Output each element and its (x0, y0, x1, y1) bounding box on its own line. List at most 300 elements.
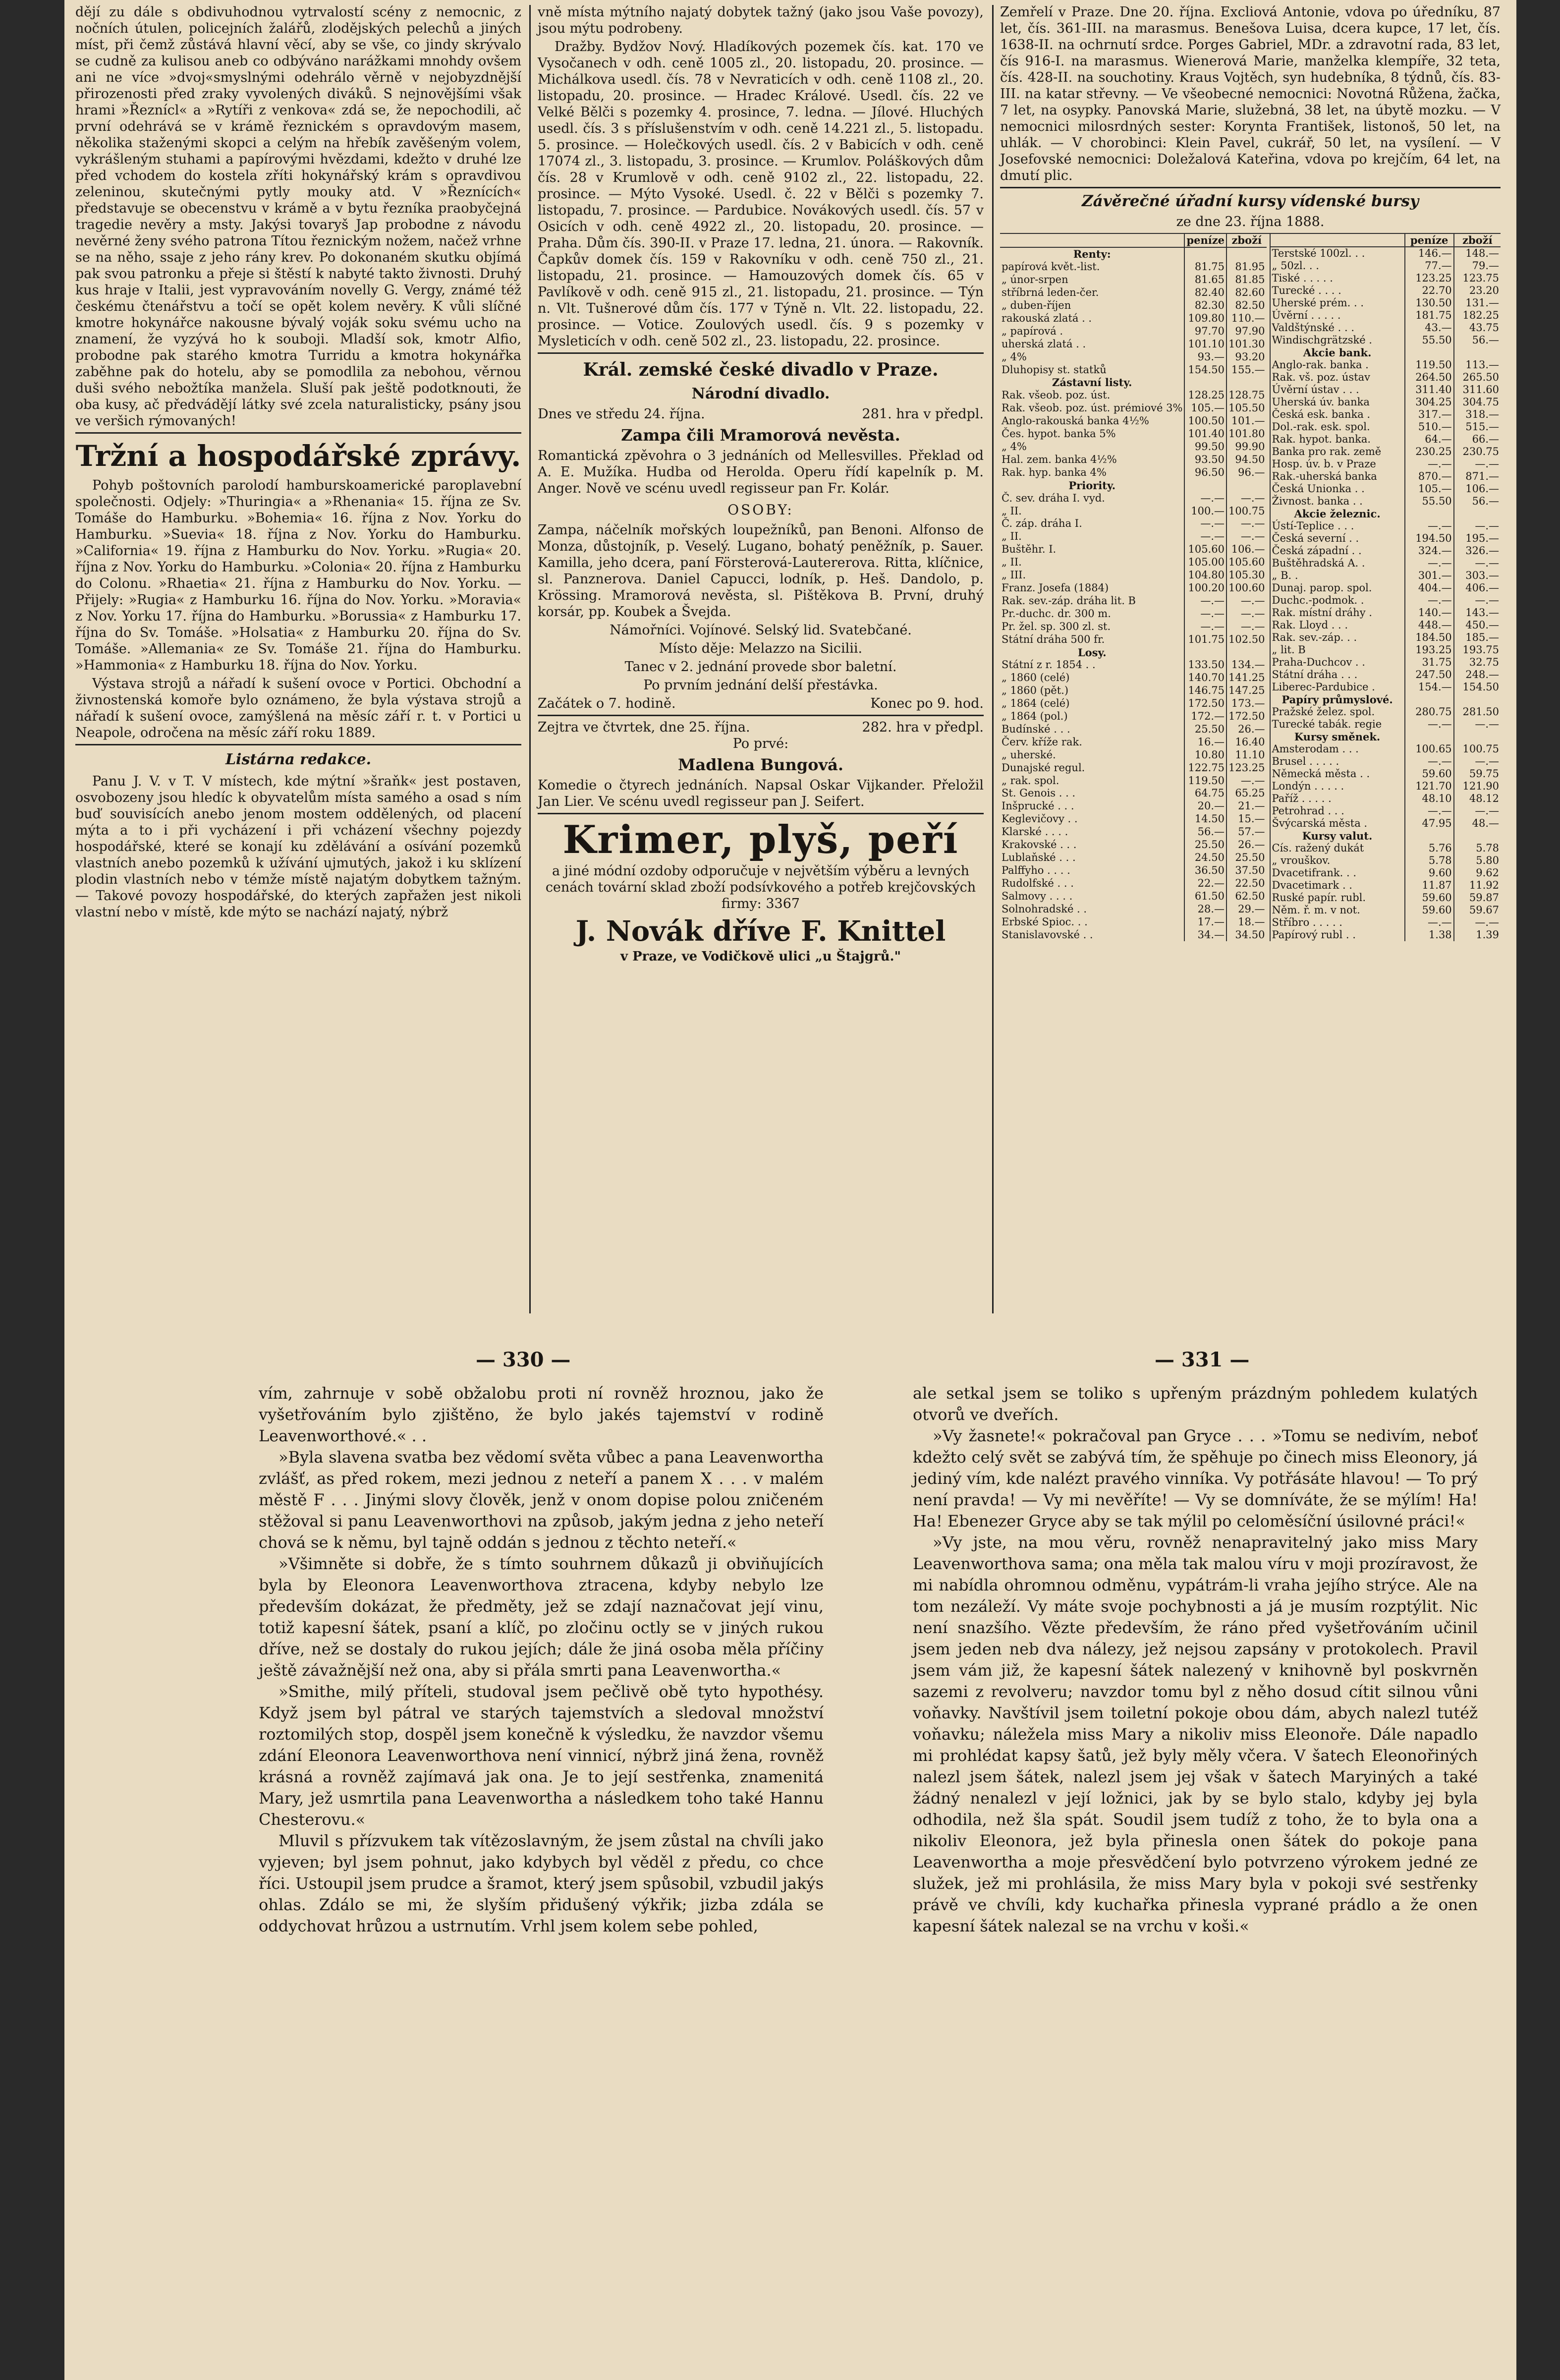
cell-money: 43.— (1405, 322, 1454, 334)
table-row (1270, 916, 1501, 929)
cell-money: 109.80 (1184, 312, 1226, 325)
table-row (1270, 396, 1501, 408)
cell-label: Zástavní listy. (1052, 376, 1132, 389)
table-row (1270, 545, 1501, 557)
cell-label: Pr.-duchc. dr. 300 m. (1002, 607, 1111, 620)
cell-label: Pražské želez. spol. (1272, 706, 1375, 718)
table-row (1270, 631, 1501, 644)
cell-money: 121.70 (1405, 780, 1454, 793)
column-rule (529, 5, 531, 1313)
cell-money: 119.50 (1405, 359, 1454, 371)
cell-goods: 100.75 (1226, 505, 1266, 517)
table-row (1000, 684, 1267, 697)
cell-money (1405, 508, 1454, 520)
cell-goods (1226, 247, 1266, 261)
cell-label: Rak. všeob. poz. úst. prémiové 3% (1002, 402, 1183, 414)
cell-money (1184, 376, 1226, 389)
ad-text: a jiné módní ozdoby odporučuje v největším výběru a levných cenách tovární sklad zboží podsívkového a potřeb krejčovských firmy: 3367 (545, 863, 976, 911)
cell-goods: 26.— (1226, 723, 1266, 736)
cell-label: „ 1864 (pol.) (1002, 710, 1068, 723)
cell-goods: 43.75 (1454, 322, 1501, 334)
cell-goods: 11.10 (1226, 748, 1266, 761)
cell-money: 194.50 (1405, 532, 1454, 545)
cell-money: 9.60 (1405, 867, 1454, 879)
cell-money: 82.40 (1184, 286, 1226, 299)
cell-goods: 871.— (1454, 470, 1501, 483)
table-row (1000, 582, 1267, 595)
cell-goods: 304.75 (1454, 396, 1501, 408)
table-row (1000, 479, 1267, 492)
cell-money: 20.— (1184, 800, 1226, 813)
cell-money: 16.— (1184, 736, 1226, 748)
table-row (1270, 260, 1501, 272)
table-row (1000, 505, 1267, 517)
table-row (1000, 620, 1267, 633)
header-goods: zboží (1454, 234, 1501, 247)
cell-money: 193.25 (1405, 644, 1454, 656)
header-money: peníze (1184, 234, 1226, 247)
cell-goods: 303.— (1454, 569, 1501, 582)
cell-goods: 154.50 (1454, 681, 1501, 693)
cell-money: 280.75 (1405, 706, 1454, 718)
cell-label: rakouská zlatá . . (1002, 312, 1092, 324)
cell-money: 36.50 (1184, 864, 1226, 877)
cell-label: Windischgrätzské . (1272, 334, 1372, 346)
cell-money: 128.25 (1184, 389, 1226, 402)
cell-goods: 281.50 (1454, 706, 1501, 718)
exchange-date: ze dne 23. října 1888. (1176, 214, 1325, 229)
cell-goods: 318.— (1454, 408, 1501, 421)
cell-label: Rak. sev.-záp. dráha lit. B (1002, 594, 1136, 607)
cell-goods: 406.— (1454, 582, 1501, 594)
cell-goods: 99.90 (1226, 441, 1266, 453)
cell-goods: 105.30 (1226, 569, 1266, 582)
cell-goods: 29.— (1226, 903, 1266, 915)
cell-money: 154.— (1405, 681, 1454, 693)
cell-money: 81.75 (1184, 261, 1226, 274)
advertisement (538, 817, 984, 965)
cell-label: Ústí-Teplice . . . (1272, 520, 1354, 532)
cell-money: 64.75 (1184, 787, 1226, 800)
cell-goods: —.— (1454, 520, 1501, 532)
cell-goods: 143.— (1454, 607, 1501, 619)
cell-goods: 193.75 (1454, 644, 1501, 656)
table-row (1270, 768, 1501, 780)
cell-label: Rak. místní dráhy . (1272, 607, 1372, 619)
divider (538, 715, 984, 716)
divider (538, 813, 984, 814)
cell-money: 130.50 (1405, 297, 1454, 309)
cell-goods: 5.78 (1454, 842, 1501, 854)
cell-money: 184.50 (1405, 631, 1454, 644)
cell-goods: —.— (1226, 594, 1266, 607)
table-row (1000, 594, 1267, 607)
time-row (538, 695, 984, 712)
cell-goods: 155.— (1226, 363, 1266, 376)
table-row (1270, 693, 1501, 706)
cell-goods (1226, 479, 1266, 492)
auctions-paragraph: Dražby. Bydžov Nový. Hladíkových pozemek čís. kat. 170 ve Vysočanech v odh. ceně 1005 zl., 20. listopadu, 20. prosince. — Michálkova usedl. čís. 78 v Nevraticích v odh. ceně 1108 zl., 20. listopadu, 20. prosince. — Hradec Králové. Usedl. čís. 22 ve Velké Bělči s pozemky 4. prosince, 7. ledna. — Jílové. Hluchých usedl. čís. 3 s příslušenstvím v odh. ceně 14.221 zl., 5. listopadu. 5. prosince. — Holečkových usedl. čís. 2 v Babicích v odh. ceně 17074 zl., 3. listopadu, 3. prosince. — Krumlov. Poláškových dům čís. 28 v Krumlově v odh. ceně 9102 zl., 22. listopadu, 22. prosince. — Mýto Vysoké. Usedl. č. 22 v Bělči s pozemky 7. listopadu, 7. prosince. — Pardubice. Novákových usedl. čís. 57 v Osicích v odh. ceně 4922 zl., 20. listopadu, 20. prosince. — Praha. Dům čís. 390-II. v Praze 17. ledna, 21. února. — Rakovník. Čapkův domek čís. 159 v Rakovníku v odh. ceně 750 zl., 21. listopadu, 21. prosince. — Hamouzových domek čís. 65 v Pavlíkově v odh. ceně 915 zl., 21. listopadu, 21. prosince. — Týn n. Vlt. Tušnerové dům čís. 177 v Týně n. Vlt. 22. listopadu, 22. prosince. — Votice. Zoulových usedl. čís. 9 s pozemky v Mysleticích v odh. ceně 502 zl., 23. listopadu, 22. prosince. (538, 39, 984, 349)
cell-money: —.— (1184, 594, 1226, 607)
cell-money: 81.65 (1184, 274, 1226, 286)
cell-label: Priority. (1068, 479, 1116, 492)
cell-money (1184, 646, 1226, 659)
cell-money: —.— (1405, 805, 1454, 817)
cell-label: „ 1860 (celé) (1002, 672, 1070, 684)
cell-label: Losy. (1077, 646, 1107, 659)
cell-money: 77.— (1405, 260, 1454, 272)
cell-money (1405, 346, 1454, 359)
table-row (1270, 359, 1501, 371)
cell-money: 59.60 (1405, 892, 1454, 904)
cell-goods: 21.— (1226, 800, 1266, 813)
cell-label: Červ. kříže rak. (1002, 736, 1082, 748)
table-row (1270, 867, 1501, 879)
table-row (1270, 743, 1501, 755)
exchange-table (1000, 233, 1501, 941)
cell-money: 181.75 (1405, 309, 1454, 322)
table-row (1270, 421, 1501, 433)
table-row (1000, 877, 1267, 890)
cell-goods: 326.— (1454, 545, 1501, 557)
table-header (1270, 234, 1501, 247)
table-row (1000, 659, 1267, 672)
cell-label: Valdštýnské . . . (1272, 322, 1355, 334)
table-row (1270, 384, 1501, 396)
table-row (1270, 446, 1501, 458)
cell-money: 324.— (1405, 545, 1454, 557)
cell-label: Renty: (1073, 248, 1111, 261)
cell-goods (1454, 508, 1501, 520)
cell-label: Česká západní . . (1272, 545, 1362, 557)
cell-goods: —.— (1226, 620, 1266, 633)
cell-goods: —.— (1454, 557, 1501, 569)
cell-goods: 1.39 (1454, 929, 1501, 941)
table-row (1000, 915, 1267, 928)
cell-label: Turecké tabák. regie (1272, 718, 1382, 730)
book-paragraph: »Smithe, milý příteli, studoval jsem pečlivě obě tyto hypothésy. Když jsem byl pátral ve starých tajemstvích a sledoval množství roztomilých stop, dospěl jsem konečně k výsledku, že navzdor všemu zdání Eleonora Leavenworthova není vinnicí, nýbrž jiná žena, rovněž krásná a rovněž zajímavá jak ona. Je to její sestřenka, znamenitá Mary, jež usmrtila pana Leavenwortha a následkem toho také Hannu Chesterovu.« (259, 1682, 824, 1829)
cell-label: Paříž . . . . . (1272, 793, 1332, 804)
cell-goods: —.— (1226, 607, 1266, 620)
cell-goods (1454, 830, 1501, 842)
cell-label: „ 1860 (pět.) (1002, 684, 1069, 697)
cell-goods: 101.30 (1226, 338, 1266, 350)
cell-label: stříbrná leden-čer. (1002, 286, 1099, 299)
cell-money: 22.70 (1405, 284, 1454, 297)
cell-money: 64.— (1405, 433, 1454, 446)
table-row (1000, 864, 1267, 877)
cell-goods: 97.90 (1226, 325, 1266, 338)
cell-label: Dvacetimark . . (1272, 879, 1352, 891)
table-row (1000, 697, 1267, 710)
table-row (1270, 408, 1501, 421)
cell-label: „ II. (1002, 505, 1022, 517)
cell-money: 61.50 (1184, 890, 1226, 903)
cell-money: 119.50 (1184, 774, 1226, 787)
cell-money: 146.— (1405, 247, 1454, 260)
cell-money: 133.50 (1184, 659, 1226, 672)
cell-label: Praha-Duchcov . . (1272, 656, 1365, 668)
table-row (1000, 813, 1267, 826)
cell-money: 247.50 (1405, 669, 1454, 681)
cell-label: „ 4% (1002, 350, 1027, 363)
cell-money: 172.— (1184, 710, 1226, 723)
section-title: Tržní a hospodářské zprávy. (75, 439, 521, 473)
cell-goods: 311.60 (1454, 384, 1501, 396)
table-row (1000, 672, 1267, 684)
tomorrow-date: Zejtra ve čtvrtek, dne 25. října. (538, 720, 750, 735)
table-row (1000, 607, 1267, 620)
cell-money: 510.— (1405, 421, 1454, 433)
cell-goods: 59.87 (1454, 892, 1501, 904)
cell-goods: 110.— (1226, 312, 1266, 325)
cell-money: 870.— (1405, 470, 1454, 483)
table-row (1000, 556, 1267, 569)
cell-goods: 15.— (1226, 813, 1266, 826)
first-time-label: Po prvé: (732, 736, 789, 751)
cell-goods: 11.92 (1454, 879, 1501, 892)
cell-goods: 23.20 (1454, 284, 1501, 297)
cell-goods (1226, 646, 1266, 659)
column-3 (1000, 4, 1501, 941)
table-header (1000, 234, 1267, 247)
cell-label: Buštěhradská A. . (1272, 557, 1365, 569)
cell-label: „ uherské. (1002, 748, 1056, 761)
cell-money: 100.65 (1405, 743, 1454, 755)
cell-goods: 230.75 (1454, 446, 1501, 458)
table-row (1270, 681, 1501, 693)
cell-label: Dvacetifrank. . . (1272, 867, 1357, 879)
table-row (1270, 904, 1501, 916)
cell-goods: 248.— (1454, 669, 1501, 681)
cell-label: Ruské papír. rubl. (1272, 892, 1366, 904)
cell-money: —.— (1184, 607, 1226, 620)
book-paragraph: Mluvil s přízvukem tak vítězoslavným, že jsem zůstal na chvíli jako vyjeven; byl jsem pohnut, jako kdybych byl věděl z předu, co chce říci. Ustoupil jsem prudce a šramot, který jsem spůsobil, vzbudil jakýs ohlas. Zdálo se mi, že slyším přidušený výkřik; jizba zdála se oddychovat hrůzou a ustrnutím. Vrhl jsem kolem sebe pohled, (259, 1831, 824, 1935)
table-row (1000, 723, 1267, 736)
cell-money: 100.20 (1184, 582, 1226, 595)
cell-label: Erbské Spioc. . . (1002, 915, 1088, 928)
cell-money: —.— (1184, 517, 1226, 530)
cell-goods: 34.50 (1226, 928, 1266, 941)
cell-label: Pr. žel. sp. 300 zl. st. (1002, 620, 1111, 632)
letters-paragraph: Panu J. V. v T. V místech, kde mýtní »šraňk« jest postaven, osvobozeny jsou hledíc k obyvatelům místa samého a osad s ním buď souvisících anebo jenom mostem oddělených, od placení mýta a to i při vycházení i při vcházení všechny pojezdy hospodářské, které se konají ku zdělávání a osívání pozemků vlastních anebo pozemků k užívání ujmutých, jakož i ku sklízení plodin vlastních nebo v témže místě najatým dobytkem tažným. — Takové povozy hospodářské, do kterých zapřažen jest nikoli vlastní nebo v místě, kde mýto se nachází najatý, nýbrž (75, 774, 521, 920)
cell-goods: —.— (1226, 517, 1266, 530)
column-1 (75, 4, 521, 922)
cell-goods: —.— (1226, 530, 1266, 543)
table-row (1000, 376, 1267, 389)
cell-label: Krakovské . . . (1002, 839, 1077, 851)
cell-money: 100.— (1184, 505, 1226, 517)
cell-goods: —.— (1454, 594, 1501, 607)
table-row (1000, 453, 1267, 466)
cell-goods: —.— (1454, 458, 1501, 470)
cell-money: 82.30 (1184, 299, 1226, 312)
table-row (1270, 929, 1501, 941)
trade-paragraph: Pohyb poštovních parolodí hamburskoamerické paroplavební společnosti. Odjely: »Thuringia« a »Rhenania« 15. října ze Sv. Tomáše do Hamburku. »Bohemia« 16. října z Nov. Yorku do Hamburku. »Suevia« 18. října z Nov. Yorku do Hamburku. »California« 19. října z Hamburku do Nov. Yorku. »Rugia« 20. října z Nov. Yorku do Hamburku. »Colonia« 20. října z Hamburku do Colonu. »Rhaetia« 21. října z Hamburku do Nov. Yorku. — Přijely: »Rugia« z Hamburku 16. října do Nov. Yorku. »Moravia« z Nov. Yorku 17. října do Hamburku. »Borussia« z Hamburku 17. října do Sv. Tomáše. »Holsatia« z Hamburku 20. října do Sv. Tomáše. »Allemania« ze Sv. Tomáše 21. října do Hamburku. »Hammonia« z Hamburku 18. října do Nov. Yorku. (75, 478, 521, 673)
cell-goods: 100.60 (1226, 582, 1266, 595)
cell-goods: 18.— (1226, 915, 1266, 928)
cell-money: 317.— (1405, 408, 1454, 421)
table-row (1000, 492, 1267, 505)
cell-money: 5.78 (1405, 854, 1454, 867)
cell-money: 230.25 (1405, 446, 1454, 458)
cell-label: Klarské . . . . (1002, 826, 1068, 838)
persons-list: Zampa, náčelník mořských loupežníků, pan Benoni. Alfonso de Monza, důstojník, p. Veselý. Lugano, bohatý peněžník, p. Sauer. Kamilla, jeho dcera, paní Försterová-Lautererova. Ritta, klíčnice, sl. Panznerova. Daniel Capucci, lodník, p. Heš. Dandolo, p. Krössing. Mramorová nevěsta, sl. Pištěkova B. První, druhý korsár, pp. Koubek a Švejda. (538, 522, 984, 620)
cell-money: 264.50 (1405, 371, 1454, 384)
exchange-table-left (1000, 234, 1267, 941)
cell-goods: 173.— (1226, 697, 1266, 710)
table-row (1270, 854, 1501, 867)
cell-label: Liberec-Pardubice . (1272, 681, 1375, 693)
cell-money: 448.— (1405, 619, 1454, 631)
cell-money: —.— (1405, 755, 1454, 768)
pause-note: Po prvním jednání delší přestávka. (643, 678, 878, 693)
cell-money: 24.50 (1184, 851, 1226, 864)
cell-goods: 56.— (1454, 334, 1501, 346)
table-row (1270, 619, 1501, 631)
cell-label: „ II. (1002, 556, 1022, 568)
cell-label: Uherské prém. . . (1272, 297, 1364, 309)
cell-label: Akcie bank. (1303, 346, 1372, 359)
cell-label: Duchc.-podmok. . (1272, 594, 1364, 606)
cell-label: Tiské . . . . . (1272, 272, 1333, 284)
book-paragraph: »Vy žasnete!« pokračoval pan Gryce . . . »Tomu se nedivím, neboť kdežto celý svět se zabývá tím, že spěhuje po činech miss Eleonory, já jediný vím, kde nalézt pravého vinníka. Vy potřásáte hlavou! — To prý není pravda! — Vy mi nevěříte! — Vy se domníváte, že se mýlím! Ha! Ha! Ebenezer Gryce aby se tak mýlil po celoměsíční úsilovné práci!« (913, 1426, 1478, 1530)
table-row (1000, 312, 1267, 325)
divider (538, 352, 984, 354)
table-row (1270, 508, 1501, 520)
cell-money: 304.25 (1405, 396, 1454, 408)
table-row (1000, 710, 1267, 723)
table-row (1270, 842, 1501, 854)
cell-goods: 450.— (1454, 619, 1501, 631)
table-row (1000, 774, 1267, 787)
cell-goods: 59.67 (1454, 904, 1501, 916)
cell-money: 14.50 (1184, 813, 1226, 826)
cell-label: Rak. všeob. poz. úst. (1002, 389, 1111, 401)
cell-goods: 62.50 (1226, 890, 1266, 903)
cell-label: Rak. hyp. banka 4% (1002, 466, 1107, 478)
cell-label: „ lit. B (1272, 644, 1306, 656)
table-row (1000, 543, 1267, 556)
cell-label: Rudolfské . . . (1002, 877, 1074, 889)
cell-money: 59.60 (1405, 904, 1454, 916)
table-row (1270, 607, 1501, 619)
table-row (1000, 247, 1267, 261)
cell-money (1184, 479, 1226, 492)
table-row (1000, 826, 1267, 839)
table-row (1270, 495, 1501, 508)
cell-label: Amsterodam . . . (1272, 743, 1359, 755)
cell-goods: 25.50 (1226, 851, 1266, 864)
cell-label: „ papírová . (1002, 325, 1063, 337)
cell-goods: 59.75 (1454, 768, 1501, 780)
cell-label: Státní z r. 1854 . . (1002, 659, 1096, 671)
cell-goods: 101.— (1226, 415, 1266, 428)
cell-money: 172.50 (1184, 697, 1226, 710)
table-row (1000, 274, 1267, 286)
cell-label: Státní dráha 500 fr. (1002, 633, 1105, 645)
table-row (1270, 656, 1501, 669)
table-row (1000, 363, 1267, 376)
table-row (1000, 299, 1267, 312)
cell-money: 105.00 (1184, 556, 1226, 569)
cell-money: —.— (1184, 492, 1226, 505)
cell-goods (1226, 376, 1266, 389)
table-row (1000, 466, 1267, 479)
book-paragraph: »Byla slavena svatba bez vědomí světa vůbec a pana Leavenwortha zvlášť, as před rokem, mezi jednou z neteří a panem X . . . v malém městě F . . . Jinými slovy člověk, jenž v onom dopise polou zničeném stěžoval si panu Leavenworthovi na způsob, jakým jedna z jeho neteří chová se k němu, byl tajně oddán s jednou z těchto neteří.« (259, 1448, 824, 1552)
cell-label: Kursy valut. (1302, 830, 1373, 842)
cell-label: Terstské 100zl. . . (1272, 247, 1365, 259)
cell-goods: 185.— (1454, 631, 1501, 644)
cell-goods: 93.20 (1226, 350, 1266, 363)
table-row (1000, 325, 1267, 338)
book-page-left (259, 1383, 824, 1937)
cell-label: Anglo-rak. banka . (1272, 359, 1369, 371)
table-row (1270, 297, 1501, 309)
cell-money: 101.75 (1184, 633, 1226, 646)
theatre-date: Dnes ve středu 24. října. (538, 406, 705, 422)
divider (75, 744, 521, 745)
cell-money: —.— (1405, 916, 1454, 929)
cell-money: 55.50 (1405, 495, 1454, 508)
end-time: Konec po 9. hod. (870, 696, 984, 711)
cell-goods: 147.25 (1226, 684, 1266, 697)
cell-goods: —.— (1454, 755, 1501, 768)
cell-label: „ 50zl. . . (1272, 260, 1319, 272)
cell-label: St. Genois . . . (1002, 787, 1076, 799)
cell-goods: 48.— (1454, 817, 1501, 830)
persons-title: OSOBY: (727, 502, 794, 518)
cell-label: „ vrouškov. (1272, 854, 1331, 866)
cell-money (1405, 731, 1454, 743)
cell-label: Česká esk. banka . (1272, 408, 1371, 420)
cell-money: 140.— (1405, 607, 1454, 619)
cell-goods: 48.12 (1454, 793, 1501, 805)
cell-goods: 82.50 (1226, 299, 1266, 312)
cell-goods: 79.— (1454, 260, 1501, 272)
table-row (1000, 736, 1267, 748)
cell-label: Česká severní . . (1272, 532, 1359, 544)
cell-label: Hal. zem. banka 4½% (1002, 453, 1117, 465)
table-row (1000, 646, 1267, 659)
table-row (1000, 517, 1267, 530)
dance-note: Tanec v 2. jednání provede sbor baletní. (624, 659, 897, 675)
cell-goods: 131.— (1454, 297, 1501, 309)
cell-goods (1454, 346, 1501, 359)
cell-label: Papírový rubl . . (1272, 929, 1356, 941)
table-row (1270, 780, 1501, 793)
persons-extra: Námořníci. Vojínové. Selský lid. Svatebčané. (610, 623, 912, 638)
table-row (1000, 286, 1267, 299)
ad-firm: J. Novák dříve F. Knittel (575, 915, 946, 948)
table-row (1000, 402, 1267, 415)
cell-label: Dunaj. parop. spol. (1272, 582, 1372, 594)
cell-goods: 82.60 (1226, 286, 1266, 299)
exchange-table-right (1270, 234, 1501, 941)
table-row (1000, 800, 1267, 813)
cell-goods: 94.50 (1226, 453, 1266, 466)
cell-label: Salmovy . . . . (1002, 890, 1073, 902)
cell-goods: 5.80 (1454, 854, 1501, 867)
cell-goods: 148.— (1454, 247, 1501, 260)
cell-goods: 56.— (1454, 495, 1501, 508)
cell-label: Živnost. banka . . (1272, 495, 1363, 507)
cell-money: —.— (1184, 530, 1226, 543)
article-paragraph: vně místa mýtního najatý dobytek tažný (jako jsou Vaše povozy), jsou mýtu podrobeny. (538, 4, 984, 36)
cell-money: 105.60 (1184, 543, 1226, 556)
tomorrow-number: 282. hra v předpl. (862, 720, 984, 735)
cell-goods: 32.75 (1454, 656, 1501, 669)
